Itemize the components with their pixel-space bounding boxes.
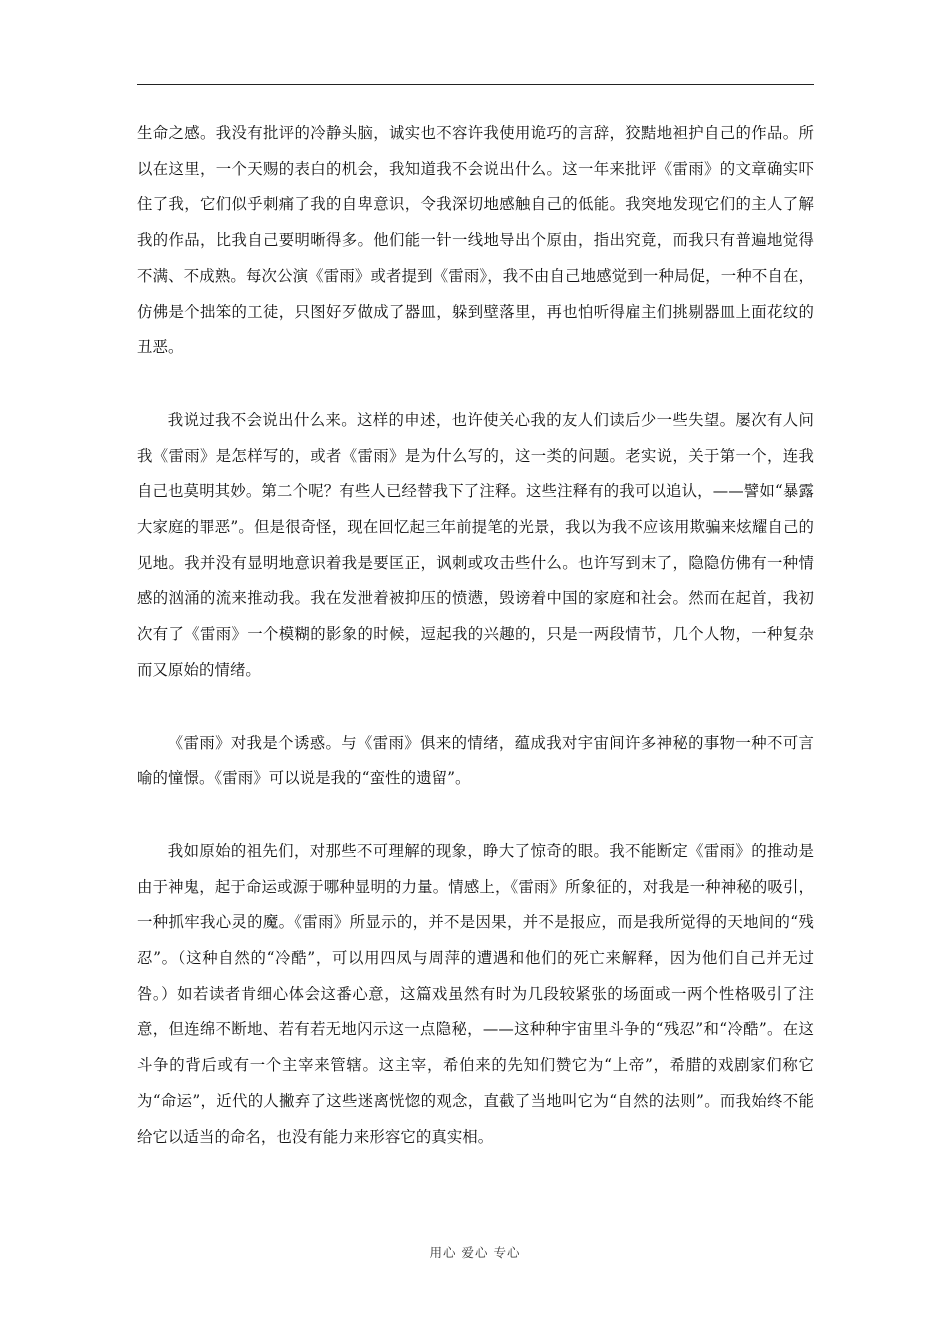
paragraph-2: 我说过我不会说出什么来。这样的申述，也许使关心我的友人们读后少一些失望。屡次有人问我《雷雨》是怎样写的，或者《雷雨》是为什么写的，这一类的问题。老实说，关于第一个，连我自己也莫明其妙。第二个呢？有些人已经替我下了注释。这些注释有的我可以追认，——譬如“暴露大家庭的罪恶”。但是很奇怪，现在回忆起三年前提笔的光景，我以为我不应该用欺骗来炫耀自己的见地。我并没有显明地意识着我是要匡正，讽刺或攻击些什么。也许写到末了，隐隐仿佛有一种情感的汹涌的流来推动我。我在发泄着被抑压的愤懑，毁谤着中国的家庭和社会。然而在起首，我初次有了《雷雨》一个模糊的影象的时候，逗起我的兴趣的，只是一两段情节，几个人物，一种复杂而又原始的情绪。 (137, 410, 814, 679)
paragraph-3: 《雷雨》对我是个诱惑。与《雷雨》俱来的情绪，蕴成我对宇宙间许多神秘的事物一种不可言喻的憧憬。《雷雨》可以说是我的“蛮性的遗留”。 (137, 733, 814, 788)
paragraph-gap (137, 689, 814, 726)
paragraph-4: 我如原始的祖先们，对那些不可理解的现象，睁大了惊奇的眼。我不能断定《雷雨》的推动是由于神鬼，起于命运或源于哪种显明的力量。情感上，《雷雨》所象征的，对我是一种神秘的吸引，一种抓牢我心灵的魔。《雷雨》所显示的，并不是因果，并不是报应，而是我所觉得的天地间的“残忍”。（这种自然的“冷酷”，可以用四凤与周萍的遭遇和他们的死亡来解释，因为他们自己并无过咎。）如若读者肯细心体会这番心意，这篇戏虽然有时为几段较紧张的场面或一两个性格吸引了注意，但连绵不断地、若有若无地闪示这一点隐秘，——这种种宇宙里斗争的“残忍”和“冷酷”。在这斗争的背后或有一个主宰来管辖。这主宰，希伯来的先知们赞它为“上帝”，希腊的戏剧家们称它为“命运”，近代的人撇弃了这些迷离恍惚的观念，直截了当地叫它为“自然的法则”。而我始终不能给它以适当的命名，也没有能力来形容它的真实相。 (137, 841, 814, 1146)
paragraph-gap (137, 366, 814, 403)
paragraph-1: 生命之感。我没有批评的冷静头脑，诚实也不容许我使用诡巧的言辞，狡黠地袒护自己的作品。所以在这里，一个天赐的表白的机会，我知道我不会说出什么。这一年来批评《雷雨》的文章确实吓住了我，它们似乎刺痛了我的自卑意识，令我深切地感触自己的低能。我突地发现它们的主人了解我的作品，比我自己要明晰得多。他们能一针一线地导出个原由，指出究竟，而我只有普遍地觉得不满、不成熟。每次公演《雷雨》或者提到《雷雨》，我不由自己地感觉到一种局促，一种不自在，仿佛是个拙笨的工徒，只图好歹做成了器皿，躲到壁落里，再也怕听得雇主们挑剔器皿上面花纹的丑恶。 (137, 124, 814, 357)
page-footer: 用心 爱心 专心 (429, 1245, 521, 1260)
document-body (137, 116, 814, 1155)
header-rule (137, 84, 814, 85)
paragraph-gap (137, 797, 814, 834)
